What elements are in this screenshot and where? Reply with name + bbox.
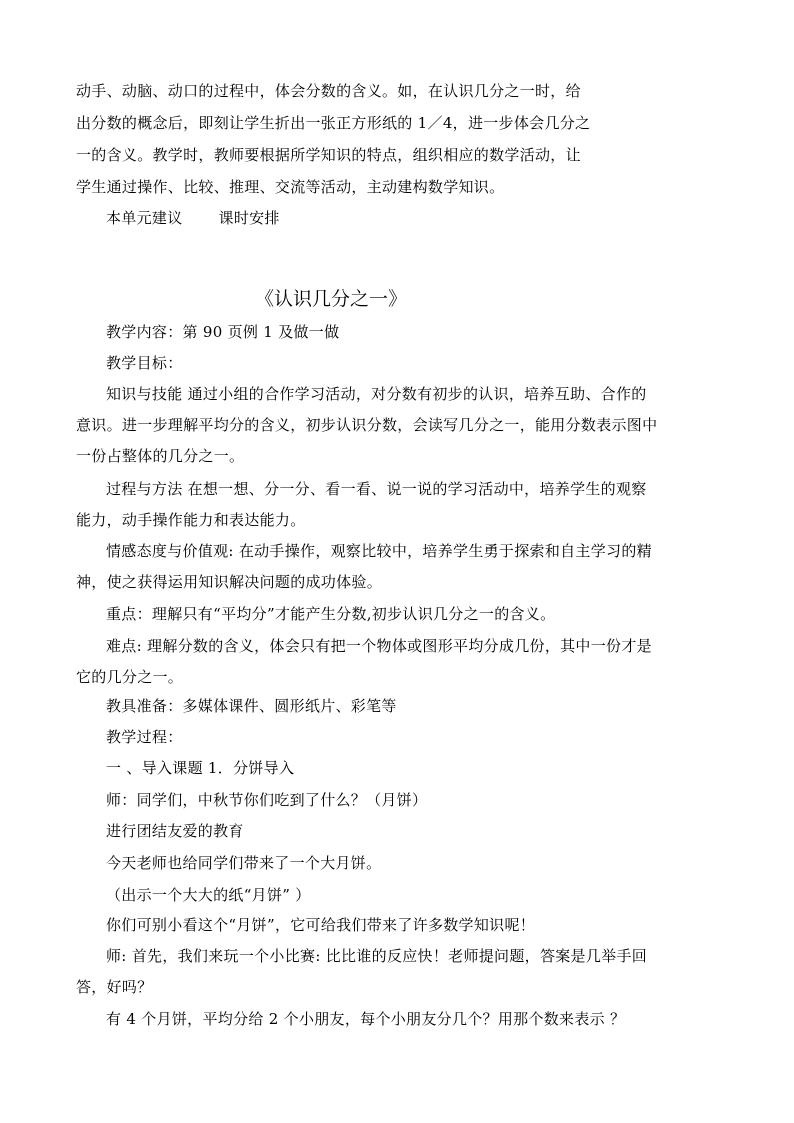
lesson-line: 师: 首先，我们来玩一个小比赛: 比比谁的反应快！老师提问题，答案是几举手回 [106,947,648,965]
lesson-line: 一 、导入课题 1．分饼导入 [106,759,295,777]
lesson-line: 教具准备：多媒体课件、圆形纸片、彩笔等 [106,697,397,715]
lesson-line: 一份占整体的几分之一。 [76,447,245,465]
lesson-line: 重点：理解只有“平均分”才能产生分数,初步认识几分之一的含义。 [106,605,556,623]
lesson-line: 今天老师也给同学们带来了一个大月饼。 [106,854,382,872]
schedule-label: 课时安排 [218,209,280,227]
lesson-line: 神，使之获得运用知识解决问题的成功体验。 [76,573,383,591]
unit-suggestion-row [106,208,280,228]
lesson-line: 教学过程： [106,728,183,746]
lesson-line: （出示一个大大的纸“月饼” ） [106,886,311,904]
intro-paragraph-line-3: 一的含义。教学时，教师要根据所学知识的特点，组织相应的数学活动，让 [76,146,581,164]
intro-paragraph-line-4: 学生通过操作、比较、推理、交流等活动，主动建构数学知识。 [76,178,505,196]
lesson-line: 你们可别小看这个“月饼”，它可给我们带来了许多数学知识呢！ [106,916,536,934]
lesson-line: 过程与方法 在想一想、分一分、看一看、说一说的学习活动中，培养学生的观察 [106,480,647,498]
lesson-line: 进行团结友爱的教育 [106,822,244,840]
lesson-title: 《认识几分之一》 [255,288,408,310]
lesson-line: 意识。进一步理解平均分的含义，初步认识分数，会读写几分之一，能用分数表示图中 [76,416,658,434]
lesson-line: 它的几分之一。 [76,668,184,686]
intro-paragraph-line-1: 动手、动脑、动口的过程中，体会分数的含义。如，在认识几分之一时，给 [76,82,581,100]
lesson-line: 知识与技能 通过小组的合作学习活动，对分数有初步的认识，培养互助、合作的 [106,385,647,403]
lesson-line: 答，好吗？ [76,978,153,996]
lesson-line: 教学目标： [106,354,183,372]
intro-paragraph-line-2: 出分数的概念后，即刻让学生折出一张正方形纸的 1／4，进一步体会几分之 [76,114,591,132]
lesson-line: 有 4 个月饼，平均分给 2 个小朋友，每个小朋友分几个？用那个数来表示 ？ [106,1010,626,1028]
lesson-line: 能力，动手操作能力和表达能力。 [76,511,306,529]
suggestion-label: 本单元建议 [106,209,183,227]
lesson-line: 情感态度与价值观: 在动手操作，观察比较中，培养学生勇于探索和自主学习的精 [106,542,652,560]
lesson-line: 难点: 理解分数的含义，体会只有把一个物体或图形平均分成几份，其中一份才是 [106,637,652,655]
lesson-line: 教学内容：第 90 页例 1 及做一做 [106,323,340,341]
lesson-line: 师：同学们，中秋节你们吃到了什么？（月饼） [106,791,428,809]
